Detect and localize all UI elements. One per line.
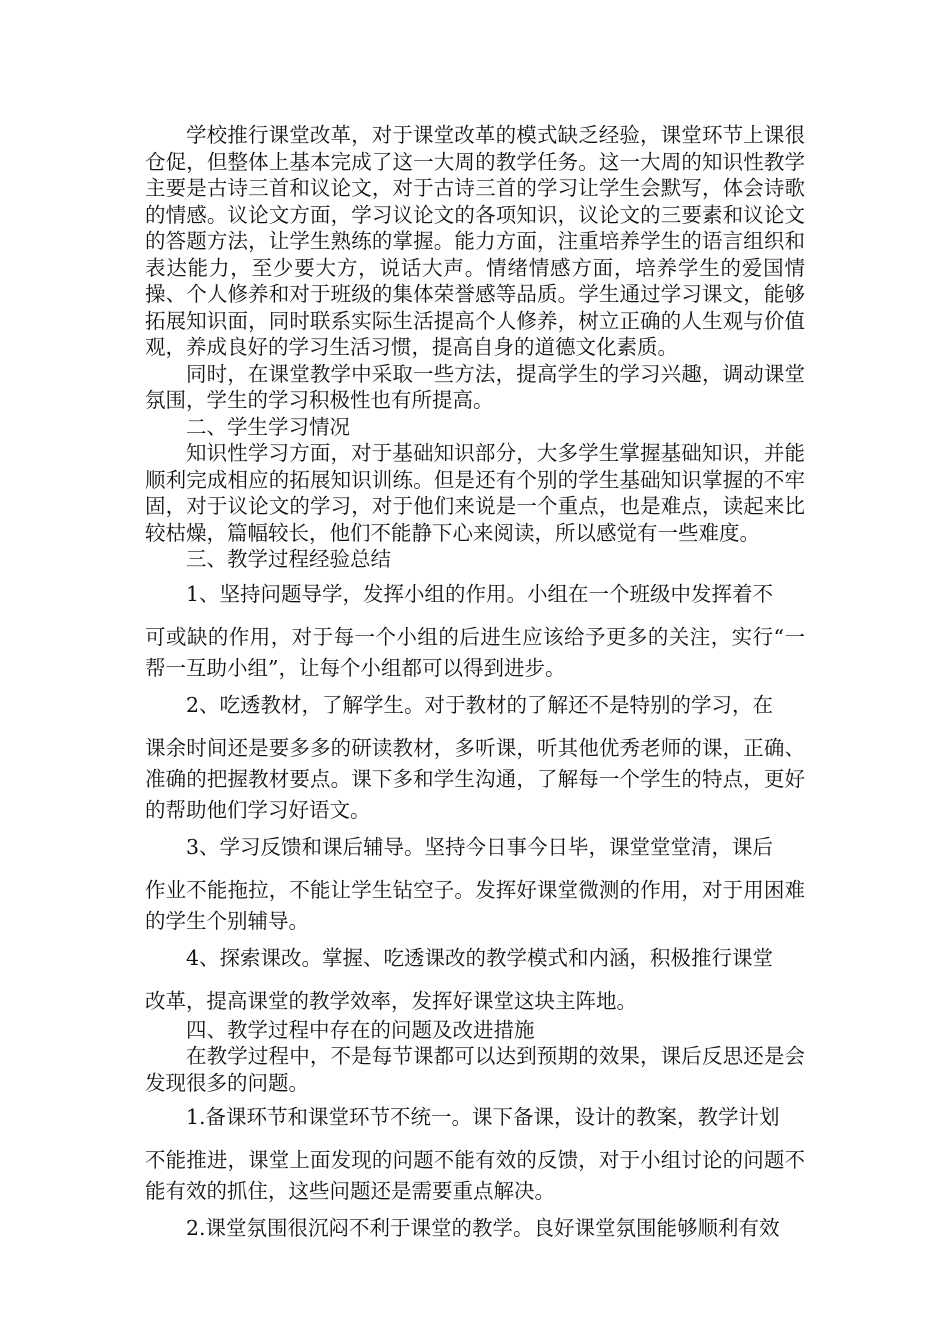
problems-intro-paragraph: 在教学过程中，不是每节课都可以达到预期的效果，课后反思还是会发现很多的问题。 [145,1044,805,1095]
section-heading-3: 三、教学过程经验总结 [186,547,391,571]
item-first-line: 2.课堂氛围很沉闷不利于课堂的教学。良好课堂氛围能够顺利有效 [186,1216,780,1240]
method-paragraph: 同时，在课堂教学中采取一些方法，提高学生的学习兴趣，调动课堂氛围，学生的学习积极性也有所提高。 [145,361,805,412]
experience-item-1 [145,579,805,684]
item-rest: 不能推进，课堂上面发现的问题不能有效的反馈，对于小组讨论的问题不能有效的抓住，这些问题还是需要重点解决。 [145,1148,805,1203]
problem-item-2 [145,1213,805,1244]
item-first-line: 1.备课环节和课堂环节不统一。课下备课，设计的教案，教学计划 [186,1105,780,1129]
problem-item-1 [145,1102,805,1207]
item-first-line: 1、坚持问题导学，发挥小组的作用。小组在一个班级中发挥着不 [186,581,774,606]
item-rest: 改革，提高课堂的教学效率，发挥好课堂这块主阵地。 [145,988,637,1013]
section-heading-2: 二、学生学习情况 [186,414,350,439]
document-page [145,122,805,1256]
learning-status-paragraph: 知识性学习方面，对于基础知识部分，大多学生掌握基础知识，并能顺利完成相应的拓展知识训练。但是还有个别的学生基础知识掌握的不牢固，对于议论文的学习，对于他们来说是一个重点，也是难点，读起来比较枯燥，篇幅较长，他们不能静下心来阅读，所以感觉有一些难度。 [145,441,805,545]
experience-item-4 [145,943,805,1017]
item-rest: 作业不能拖拉，不能让学生钻空子。发挥好课堂微测的作用，对于用困难的学生个别辅导。 [145,877,805,933]
item-first-line: 4、探索课改。掌握、吃透课改的教学模式和内涵，积极推行课堂 [186,945,774,970]
item-first-line: 2、吃透教材，了解学生。对于教材的了解还不是特别的学习，在 [186,692,774,717]
experience-item-3 [145,832,805,937]
intro-paragraph: 学校推行课堂改革，对于课堂改革的模式缺乏经验，课堂环节上课很仓促，但整体上基本完成了这一大周的教学任务。这一大周的知识性教学主要是古诗三首和议论文，对于古诗三首的学习让学生会默写，体会诗歌的情感。议论文方面，学习议论文的各项知识，议论文的三要素和议论文的答题方法，让学生熟练的掌握。能力方面，注重培养学生的语言组织和表达能力，至少要大方，说话大声。情绪情感方面，培养学生的爱国情操、个人修养和对于班级的集体荣誉感等品质。学生通过学习课文，能够拓展知识面，同时联系实际生活提高个人修养，树立正确的人生观与价值观，养成良好的学习生活习惯，提高自身的道德文化素质。 [145,123,805,359]
item-rest: 可或缺的作用，对于每一个小组的后进生应该给予更多的关注，实行“一帮一互助小组”，让每个小组都可以得到进步。 [145,624,805,680]
experience-item-2 [145,690,805,826]
item-rest: 课余时间还是要多多的研读教材，多听课，听其他优秀老师的课，正确、准确的把握教材要点。课下多和学生沟通，了解每一个学生的特点，更好的帮助他们学习好语文。 [145,735,805,822]
item-first-line: 3、学习反馈和课后辅导。坚持今日事今日毕，课堂堂堂清，课后 [186,834,774,859]
section-heading-4: 四、教学过程中存在的问题及改进措施 [186,1017,535,1042]
